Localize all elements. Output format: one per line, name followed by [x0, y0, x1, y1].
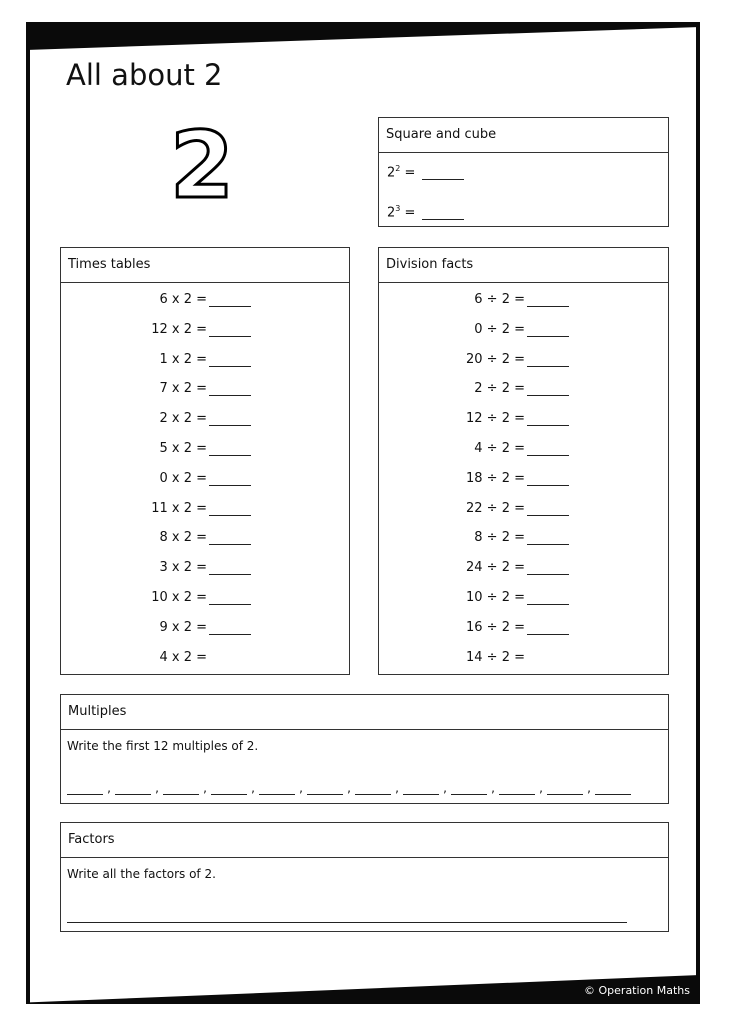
division-fact-equation: 6 ÷ 2 = [474, 292, 525, 307]
multiple-blank[interactable] [211, 784, 247, 795]
division-fact-equation: 16 ÷ 2 = [466, 619, 525, 635]
separator: , [443, 781, 447, 795]
answer-blank[interactable] [527, 445, 569, 456]
division-fact-row [461, 620, 569, 635]
division-fact-equation: 14 ÷ 2 = [466, 649, 525, 665]
multiple-blank[interactable] [403, 784, 439, 795]
division-fact-equation: 2 ÷ 2 = [474, 381, 525, 397]
multiple-blank[interactable] [115, 784, 151, 795]
times-table-equation: 12 x 2 = [151, 321, 207, 337]
cube-row: $2^3$ = [387, 204, 464, 220]
answer-blank[interactable] [209, 415, 251, 426]
times-table-equation: 4 x 2 = [159, 649, 207, 665]
multiple-blank[interactable] [163, 784, 199, 795]
answer-blank[interactable] [209, 296, 251, 307]
multiple-blank[interactable] [451, 784, 487, 795]
answer-blank[interactable] [422, 209, 464, 220]
times-table-row [143, 471, 251, 486]
answer-blank[interactable] [209, 475, 251, 486]
multiple-blank[interactable] [355, 784, 391, 795]
frame-top-bar [26, 22, 700, 50]
multiples-instruction: Write the first 12 multiples of 2. [67, 739, 259, 753]
factors-heading: Factors [61, 823, 668, 858]
division-fact-row [461, 411, 569, 426]
answer-blank[interactable] [422, 169, 464, 180]
division-fact-equation: 24 ÷ 2 = [466, 560, 525, 576]
factors-answer-line[interactable] [67, 922, 627, 923]
division-fact-row [461, 590, 569, 605]
times-table-equation: 8 x 2 = [159, 530, 207, 546]
division-fact-row [461, 292, 569, 307]
multiples-heading: Multiples [61, 695, 668, 730]
times-table-row [143, 381, 251, 396]
division-facts-heading: Division facts [379, 248, 668, 283]
frame-right-border [696, 24, 700, 1004]
separator: , [155, 781, 159, 795]
times-table-equation: 5 x 2 = [159, 441, 207, 456]
times-table-equation: 6 x 2 = [159, 292, 207, 307]
answer-blank[interactable] [209, 594, 251, 605]
answer-blank[interactable] [527, 624, 569, 635]
division-fact-equation: 22 ÷ 2 = [466, 500, 525, 516]
answer-blank[interactable] [209, 326, 251, 337]
separator: , [203, 781, 207, 795]
division-fact-row [461, 441, 569, 456]
separator: , [107, 781, 111, 795]
times-table-equation: 3 x 2 = [159, 560, 207, 576]
copyright-footer: © Operation Maths [584, 984, 690, 997]
answer-blank[interactable] [527, 594, 569, 605]
times-tables-box [60, 247, 350, 675]
division-fact-row [461, 381, 569, 396]
square-cube-box [378, 117, 669, 227]
multiples-box [60, 694, 669, 804]
times-table-row [143, 292, 251, 307]
division-fact-equation: 8 ÷ 2 = [474, 530, 525, 546]
division-fact-equation: 0 ÷ 2 = [474, 321, 525, 337]
separator: , [491, 781, 495, 795]
multiple-blank[interactable] [307, 784, 343, 795]
times-table-equation: 0 x 2 = [159, 470, 207, 486]
multiple-blank[interactable] [67, 784, 103, 795]
answer-blank[interactable] [527, 505, 569, 516]
times-table-row [143, 352, 251, 367]
factors-box [60, 822, 669, 932]
division-fact-equation: 20 ÷ 2 = [466, 351, 525, 367]
multiple-blank[interactable] [595, 784, 631, 795]
answer-blank[interactable] [527, 326, 569, 337]
factors-instruction: Write all the factors of 2. [67, 867, 216, 881]
multiple-blank[interactable] [547, 784, 583, 795]
answer-blank[interactable] [209, 385, 251, 396]
answer-blank[interactable] [527, 385, 569, 396]
times-table-equation: 7 x 2 = [159, 381, 207, 397]
division-fact-row [461, 650, 525, 665]
times-table-equation: 11 x 2 = [151, 500, 207, 516]
square-row: $2^2$ = [387, 164, 464, 180]
page-title: All about 2 [66, 58, 223, 92]
division-fact-equation: 12 ÷ 2 = [466, 411, 525, 427]
answer-blank[interactable] [527, 534, 569, 545]
times-table-equation: 1 x 2 = [159, 351, 207, 367]
separator: , [587, 781, 591, 795]
answer-blank[interactable] [209, 445, 251, 456]
separator: , [395, 781, 399, 795]
times-table-row [143, 650, 207, 665]
times-table-equation: 2 x 2 = [159, 411, 207, 427]
answer-blank[interactable] [209, 624, 251, 635]
division-fact-row [461, 501, 569, 516]
division-fact-row [461, 471, 569, 486]
times-table-equation: 10 x 2 = [151, 590, 207, 605]
times-table-row [143, 322, 251, 337]
times-table-equation: 9 x 2 = [159, 619, 207, 635]
times-table-row [143, 441, 251, 456]
answer-blank[interactable] [527, 415, 569, 426]
times-table-row [143, 411, 251, 426]
answer-blank[interactable] [209, 505, 251, 516]
frame-left-border [26, 40, 30, 1004]
times-table-row [143, 620, 251, 635]
division-facts-box [378, 247, 669, 675]
division-fact-row [461, 352, 569, 367]
times-table-row [143, 501, 251, 516]
division-fact-equation: 18 ÷ 2 = [466, 470, 525, 486]
answer-blank[interactable] [527, 475, 569, 486]
division-fact-equation: 10 ÷ 2 = [466, 590, 525, 605]
answer-blank[interactable] [209, 534, 251, 545]
answer-blank[interactable] [527, 356, 569, 367]
separator: , [251, 781, 255, 795]
division-fact-row [461, 560, 569, 575]
times-table-row [143, 560, 251, 575]
multiples-answer-blanks [67, 781, 631, 795]
answer-blank[interactable] [527, 296, 569, 307]
multiple-blank[interactable] [499, 784, 535, 795]
multiple-blank[interactable] [259, 784, 295, 795]
times-table-row [143, 530, 251, 545]
times-tables-heading: Times tables [61, 248, 349, 283]
separator: , [539, 781, 543, 795]
square-cube-heading: Square and cube [379, 118, 668, 153]
separator: , [347, 781, 351, 795]
separator: , [299, 781, 303, 795]
times-table-row [143, 590, 251, 605]
answer-blank[interactable] [209, 356, 251, 367]
answer-blank[interactable] [527, 564, 569, 575]
answer-blank[interactable] [209, 564, 251, 575]
division-fact-row [461, 322, 569, 337]
division-fact-row [461, 530, 569, 545]
division-fact-equation: 4 ÷ 2 = [474, 441, 525, 456]
big-number: 2 [170, 112, 235, 219]
